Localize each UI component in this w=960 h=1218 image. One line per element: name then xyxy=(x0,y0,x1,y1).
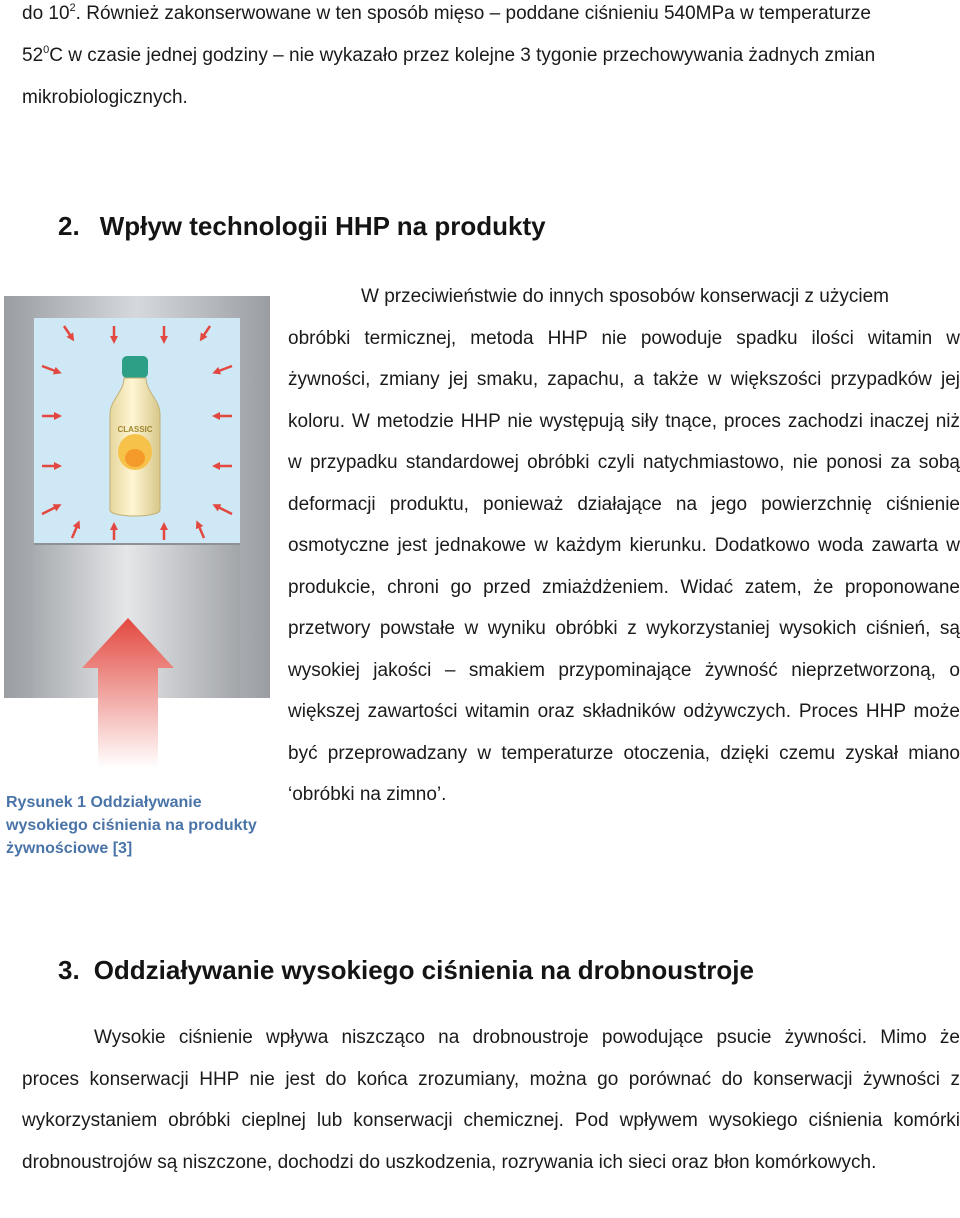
hhp-figure xyxy=(4,296,270,776)
paragraph-first-line: Wysokie ciśnienie wpływa niszcząco na drobnoustroje powodujące psucie żywności. Mimo że xyxy=(94,1027,960,1048)
figure-caption: Rysunek 1 Oddziaływanie wysokiego ciśnienia na produkty żywnościowe [3] xyxy=(6,794,257,857)
section-2-heading xyxy=(58,211,546,242)
paragraph-body: proces konserwacji HHP nie jest do końca zrozumiany, można go porównać do konserwacji żywności z wykorzystaniem obróbki cieplnej lub konserwacji chemicznej. Pod wpływem wysokiego ciśnienia komórki drobnoustrojów są niszczone, dochodzi do uszkodzenia, rozrywania ich sieci oraz błon komórkowych. xyxy=(22,1068,960,1173)
bottle-label: CLASSIC xyxy=(117,425,153,434)
paragraph-first-line: W przeciwieństwie do innych sposobów konserwacji z użyciem xyxy=(361,286,889,307)
section-title: Wpływ technologii HHP na produkty xyxy=(99,211,546,241)
section-2-paragraph xyxy=(288,276,960,816)
text-line: $52^0C$ w czasie jednej godziny – nie wykazało przez kolejne 3 tygonie przechowywania żadnych zmian xyxy=(22,44,876,66)
text-line: mikrobiologicznych. xyxy=(22,87,188,108)
section-number: 3. xyxy=(58,955,80,985)
section-title: Oddziaływanie wysokiego ciśnienia na drobnoustroje xyxy=(93,955,754,985)
section-number: 2. xyxy=(58,211,80,241)
paragraph-body: obróbki termicznej, metoda HHP nie powoduje spadku ilości witamin w żywności, zmiany jej smaku, zapachu, a także w większości przypadków jej koloru. W metodzie HHP nie występują siły tnące, proces zachodzi inaczej niż w przypadku standardowej obróbki czyli natychmiastowo, nie ponosi za sobą deformacji produktu, ponieważ działające na jego powierzchnię ciśnienie osmotyczne jest jednakowe w każdym kierunku. Dodatkowo woda zawarta w produkcie, chroni go przed zmiażdżeniem. Widać zatem, że proponowane przetwory powstałe w wyniku obróbki z wykorzystaniej wysokich ciśnień, są wysokiej jakości – smakiem przypominające żywność nieprzetworzoną, o większej zawartości witamin oraz składników odżywczych. Proces HHP może być przeprowadzany w temperaturze otoczenia, dzięki czemu zyskał miano ‘obróbki na zimno’. xyxy=(288,327,960,805)
text-line: do $10^2$. Również zakonserwowane w ten sposób mięso – poddane ciśnieniu 540MPa w temperaturze xyxy=(22,2,871,24)
section-3-paragraph xyxy=(22,1017,960,1183)
section-3-heading xyxy=(58,955,754,986)
